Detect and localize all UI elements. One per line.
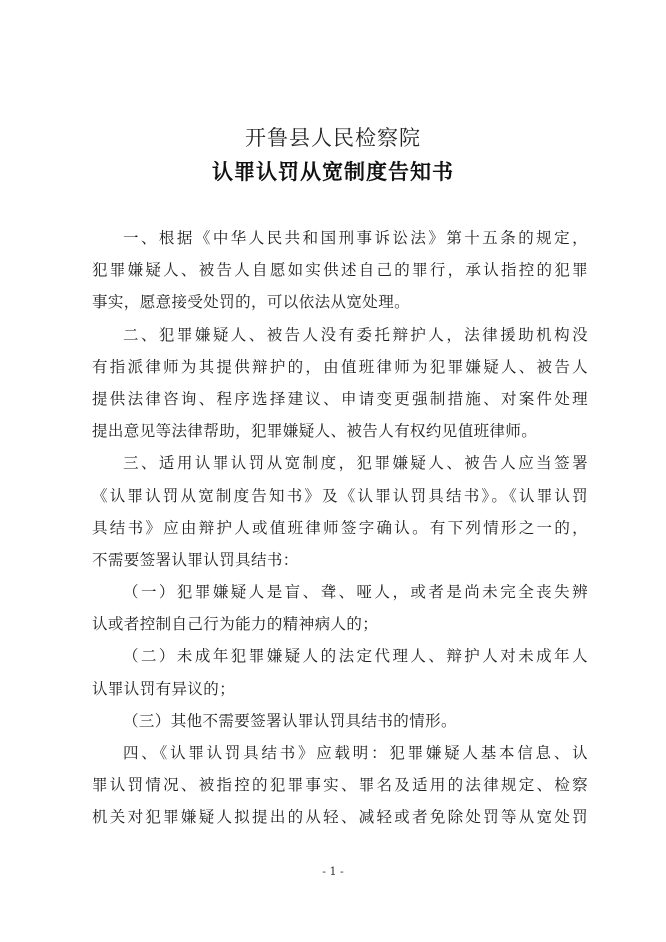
document-title: 认罪认罚从宽制度告知书 <box>212 159 454 184</box>
paragraph-line: 《认罪认罚从宽制度告知书》及《认罪认罚具结书》。《认罪认罚 <box>92 486 588 505</box>
paragraph-line: 具结书》应由辩护人或值班律师签字确认。有下列情形之一的， <box>92 518 588 537</box>
paragraph-line: 有指派律师为其提供辩护的，由值班律师为犯罪嫌疑人、被告人 <box>92 357 588 376</box>
paragraph-line: 不需要签署认罪认罚具结书： <box>92 550 299 569</box>
page-number: - 1 - <box>322 865 344 878</box>
paragraph-line: 二、犯罪嫌疑人、被告人没有委托辩护人，法律援助机构没 <box>123 325 588 344</box>
paragraph-line: 认或者控制自己行为能力的精神病人的； <box>92 615 379 634</box>
paragraph-line: 机关对犯罪嫌疑人拟提出的从轻、减轻或者免除处罚等从宽处罚 <box>92 808 588 827</box>
paragraph-line: 四、《认罪认罚具结书》应载明：犯罪嫌疑人基本信息、认 <box>123 744 588 762</box>
paragraph-line: 提出意见等法律帮助，犯罪嫌疑人、被告人有权约见值班律师。 <box>92 422 538 441</box>
paragraph-line: （一）犯罪嫌疑人是盲、聋、哑人，或者是尚未完全丧失辨 <box>123 583 588 602</box>
paragraph-line: 提供法律咨询、程序选择建议、申请变更强制措施、对案件处理 <box>92 389 588 408</box>
paragraph-line: 三、适用认罪认罚从宽制度，犯罪嫌疑人、被告人应当签署 <box>123 454 588 473</box>
paragraph-line: （三）其他不需要签署认罪认罚具结书的情形。 <box>123 711 457 730</box>
paragraph-line: 认罪认罚有异议的； <box>92 679 236 698</box>
document-body <box>92 222 588 834</box>
paragraph-line: （二）未成年犯罪嫌疑人的法定代理人、辩护人对未成年人 <box>123 647 588 666</box>
issuing-organization: 开鲁县人民检察院 <box>245 126 421 150</box>
paragraph-line: 犯罪嫌疑人、被告人自愿如实供述自己的罪行，承认指控的犯罪 <box>92 261 588 280</box>
paragraph-line: 罪认罚情况、被指控的犯罪事实、罪名及适用的法律规定、检察 <box>92 776 588 795</box>
paragraph-line: 事实，愿意接受处罚的，可以依法从宽处理。 <box>92 293 411 312</box>
paragraph-line: 一、根据《中华人民共和国刑事诉讼法》第十五条的规定， <box>123 229 588 247</box>
